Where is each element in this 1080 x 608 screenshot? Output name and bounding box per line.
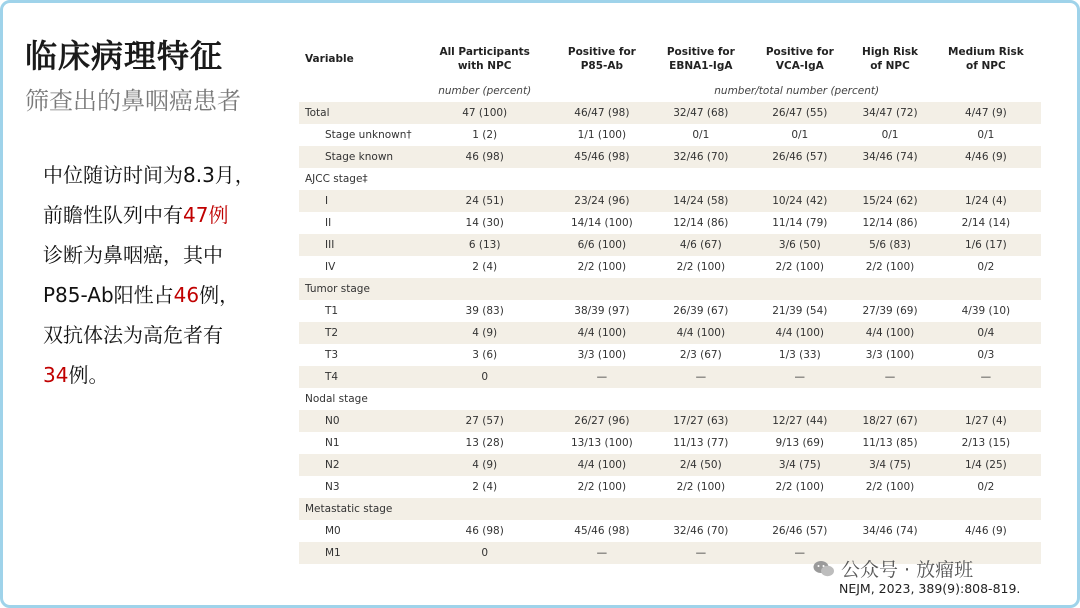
table-cell: 12/27 (44) <box>750 410 849 432</box>
table-cell: 45/46 (98) <box>574 525 630 537</box>
units-cell-all: number (percent) <box>438 85 532 97</box>
table-cell <box>931 278 1041 300</box>
table-cell: 32/46 (70) <box>673 525 729 537</box>
note-line <box>43 195 279 235</box>
table-cell: 2/4 (50) <box>651 454 750 476</box>
table-cell: 2/14 (14) <box>961 217 1011 229</box>
table-cell: 4/4 (100) <box>849 322 930 344</box>
table-cell: 0/1 <box>977 129 995 141</box>
table-cell: 34/46 (74) <box>849 146 930 168</box>
table-cell <box>417 498 552 520</box>
table-cell <box>651 278 750 300</box>
table-cell: 2/2 (100) <box>676 481 726 493</box>
table-cell: 2/2 (100) <box>577 261 627 273</box>
header-text: All Participants <box>439 46 530 58</box>
note-line <box>43 235 279 275</box>
table-cell: 11/13 (85) <box>862 437 918 449</box>
table-cell: 1/3 (33) <box>778 349 821 361</box>
table-section-row <box>299 388 1041 410</box>
table-section-row <box>299 278 1041 300</box>
table-cell: 17/27 (63) <box>651 410 750 432</box>
table-cell: — <box>931 366 1041 388</box>
header-text: of NPC <box>966 60 1006 72</box>
row-label: Nodal stage <box>305 393 368 405</box>
table-row <box>299 476 1041 498</box>
table-row <box>299 410 1041 432</box>
table-cell: 4/4 (100) <box>651 322 750 344</box>
table-cell: 4 (9) <box>417 322 552 344</box>
table-cell <box>849 388 930 410</box>
table-section-row <box>299 498 1041 520</box>
wechat-label: 公众号 · 放瘤班 <box>841 559 974 581</box>
table-cell: 38/39 (97) <box>574 305 630 317</box>
table-cell: 0/1 <box>791 129 809 141</box>
table-cell: 4/46 (9) <box>964 525 1007 537</box>
table-cell: — <box>552 542 651 564</box>
table-cell <box>849 498 930 520</box>
table-cell: 2 (4) <box>472 261 498 273</box>
table-cell: 46 (98) <box>465 525 504 537</box>
row-label: Tumor stage <box>299 278 417 300</box>
note-text: P85-Ab阳性占 <box>43 283 174 307</box>
table-cell: 26/39 (67) <box>673 305 729 317</box>
table-cell: — <box>849 366 930 388</box>
table-cell: 21/39 (54) <box>772 305 828 317</box>
table-cell <box>750 168 849 190</box>
table-cell: 4/4 (100) <box>750 322 849 344</box>
table-cell: 46/47 (98) <box>552 102 651 124</box>
table-cell: 10/24 (42) <box>750 190 849 212</box>
header-text: Variable <box>305 53 354 65</box>
note-text: 例。 <box>68 363 109 387</box>
table-cell: 1 (2) <box>472 129 498 141</box>
table-cell: 0/1 <box>692 129 710 141</box>
table-cell <box>552 498 651 520</box>
table-row <box>299 146 1041 168</box>
table-cell: 13 (28) <box>465 437 504 449</box>
column-header <box>651 38 750 80</box>
table-row <box>299 256 1041 278</box>
units-empty-cell <box>299 80 417 102</box>
table-cell: 26/47 (55) <box>750 102 849 124</box>
table-cell: 0/2 <box>977 481 995 493</box>
table-cell: 12/14 (86) <box>673 217 729 229</box>
table-row <box>299 190 1041 212</box>
table-cell: 4/46 (9) <box>931 146 1041 168</box>
table-cell: 6/6 (100) <box>552 234 651 256</box>
table-cell: 5/6 (83) <box>849 234 930 256</box>
header-text: Positive for <box>567 46 636 58</box>
table-section-row <box>299 102 1041 124</box>
table-cell: 32/47 (68) <box>651 102 750 124</box>
table-cell: 14 (30) <box>465 217 504 229</box>
table-cell: 2/2 (100) <box>865 261 915 273</box>
header-text: Positive for <box>765 46 834 58</box>
table-cell: 3/6 (50) <box>750 234 849 256</box>
table-cell: — <box>651 542 750 564</box>
table-cell <box>750 498 849 520</box>
note-highlight: 47例 <box>183 203 229 227</box>
table-cell: 11/14 (79) <box>772 217 828 229</box>
table-cell: 0 <box>417 366 552 388</box>
table-row <box>299 454 1041 476</box>
wechat-icon <box>813 560 835 578</box>
note-text: 例， <box>199 283 240 307</box>
row-label: N0 <box>299 410 417 432</box>
table-cell: 3/4 (75) <box>750 454 849 476</box>
table-cell: 24 (51) <box>417 190 552 212</box>
table-cell: 1/4 (25) <box>931 454 1041 476</box>
table-cell: 27 (57) <box>417 410 552 432</box>
table-row <box>299 300 1041 322</box>
column-header <box>552 38 651 80</box>
table-cell: 2/2 (100) <box>676 261 726 273</box>
table-cell: 46 (98) <box>417 146 552 168</box>
column-header-variable <box>299 38 417 80</box>
row-label: Metastatic stage <box>299 498 417 520</box>
table-cell: 3 (6) <box>472 349 498 361</box>
table-row <box>299 322 1041 344</box>
table-cell: — <box>750 542 849 564</box>
table-cell: 45/46 (98) <box>552 146 651 168</box>
slide-title: 临床病理特征 <box>25 37 224 75</box>
table-row <box>299 432 1041 454</box>
wechat-watermark <box>813 555 973 582</box>
note-line <box>43 355 279 395</box>
note-line <box>43 275 279 315</box>
table-cell: 2/2 (100) <box>577 481 627 493</box>
row-label: IV <box>325 261 336 273</box>
table-cell: 3/4 (75) <box>849 454 930 476</box>
row-label: N3 <box>325 481 340 493</box>
table-cell: 14/24 (58) <box>651 190 750 212</box>
table-row <box>299 366 1041 388</box>
note-line <box>43 155 279 195</box>
row-label: M1 <box>299 542 417 564</box>
table-cell <box>552 278 651 300</box>
table-cell: 15/24 (62) <box>849 190 930 212</box>
table-cell: 6 (13) <box>417 234 552 256</box>
table-row <box>299 520 1041 542</box>
row-label: T4 <box>299 366 417 388</box>
column-header <box>849 38 930 80</box>
table-cell: 3/3 (100) <box>865 349 915 361</box>
column-header <box>417 38 552 80</box>
table-cell: 4/39 (10) <box>961 305 1011 317</box>
table-cell: 0/2 <box>977 261 995 273</box>
table-cell: 26/46 (57) <box>750 146 849 168</box>
row-label: N1 <box>325 437 340 449</box>
row-label: III <box>299 234 417 256</box>
table-cell: 39 (83) <box>465 305 504 317</box>
table-cell <box>849 168 930 190</box>
column-header <box>750 38 849 80</box>
table-cell: 27/39 (69) <box>862 305 918 317</box>
table-cell: 0/3 <box>977 349 995 361</box>
table-cell: 1/6 (17) <box>931 234 1041 256</box>
note-text: 中位随访时间为8.3月， <box>43 163 255 187</box>
table-cell: 13/13 (100) <box>570 437 633 449</box>
header-text: P85-Ab <box>580 60 624 72</box>
table-cell: 1/24 (4) <box>931 190 1041 212</box>
table-cell: 2 (4) <box>472 481 498 493</box>
table-cell <box>651 388 750 410</box>
table-cell: 0 <box>417 542 552 564</box>
table-cell <box>931 498 1041 520</box>
header-text: Medium Risk <box>948 46 1024 58</box>
table-cell <box>651 498 750 520</box>
table-cell: 0/4 <box>931 322 1041 344</box>
table-section-row <box>299 168 1041 190</box>
row-label: M0 <box>325 525 341 537</box>
table-cell <box>931 168 1041 190</box>
header-text: VCA-IgA <box>775 60 824 72</box>
table-cell: 11/13 (77) <box>673 437 729 449</box>
table-cell: 2/3 (67) <box>679 349 722 361</box>
row-label: II <box>325 217 332 229</box>
table-cell <box>552 388 651 410</box>
row-label: T3 <box>325 349 339 361</box>
header-text: of NPC <box>870 60 910 72</box>
table-cell <box>931 388 1041 410</box>
table-cell <box>552 168 651 190</box>
table-cell: 4/4 (100) <box>552 322 651 344</box>
table-cell: 26/27 (96) <box>552 410 651 432</box>
table-cell: — <box>750 366 849 388</box>
table-cell: 1/1 (100) <box>577 129 627 141</box>
npc-characteristics-table <box>299 38 1041 564</box>
table-cell: 4/6 (67) <box>651 234 750 256</box>
row-label: I <box>299 190 417 212</box>
table-row <box>299 234 1041 256</box>
table-cell <box>417 278 552 300</box>
units-cell-rest: number/total number (percent) <box>714 85 880 97</box>
table-cell: 2/2 (100) <box>775 481 825 493</box>
table-cell: 2/13 (15) <box>961 437 1011 449</box>
row-label: AJCC stage‡ <box>305 173 368 185</box>
table-header-row <box>299 38 1041 80</box>
table-cell: 34/47 (72) <box>849 102 930 124</box>
table-cell: 47 (100) <box>417 102 552 124</box>
table-cell: 26/46 (57) <box>772 525 828 537</box>
row-label: Total <box>299 102 417 124</box>
table-cell: 4 (9) <box>417 454 552 476</box>
table-cell <box>651 168 750 190</box>
column-header <box>931 38 1041 80</box>
header-text: EBNA1-IgA <box>669 60 733 72</box>
table-cell: 4/4 (100) <box>552 454 651 476</box>
table-cell: 4/47 (9) <box>931 102 1041 124</box>
row-label: T1 <box>325 305 339 317</box>
table-cell: 23/24 (96) <box>552 190 651 212</box>
table-cell: 18/27 (67) <box>849 410 930 432</box>
table-cell: 12/14 (86) <box>862 217 918 229</box>
table-row <box>299 344 1041 366</box>
table-cell: 14/14 (100) <box>570 217 633 229</box>
slide-subtitle: 筛查出的鼻咽癌患者 <box>25 87 241 115</box>
table-cell: 2/2 (100) <box>775 261 825 273</box>
table-cell: 3/3 (100) <box>577 349 627 361</box>
row-label: Stage known <box>299 146 417 168</box>
table-cell <box>417 388 552 410</box>
row-label: T2 <box>299 322 417 344</box>
citation: NEJM, 2023, 389(9):808-819. <box>839 581 1021 596</box>
table-cell <box>849 278 930 300</box>
table-cell: 2/2 (100) <box>865 481 915 493</box>
note-text: 前瞻性队列中有 <box>43 203 183 227</box>
note-line <box>43 315 279 355</box>
row-label: Stage unknown† <box>325 129 412 141</box>
table-cell <box>750 278 849 300</box>
table-row <box>299 124 1041 146</box>
table-row <box>299 212 1041 234</box>
header-text: Positive for <box>666 46 735 58</box>
header-text: with NPC <box>457 60 512 72</box>
table-cell <box>750 388 849 410</box>
units-row <box>299 80 1041 102</box>
row-label: N2 <box>299 454 417 476</box>
note-text: 双抗体法为高危者有 <box>43 323 223 347</box>
header-text: High Risk <box>862 46 918 58</box>
note-text: 诊断为鼻咽癌，其中 <box>43 243 223 267</box>
table-cell: 9/13 (69) <box>775 437 825 449</box>
table-cell <box>417 168 552 190</box>
note-highlight: 34 <box>43 363 69 387</box>
table-cell: 34/46 (74) <box>862 525 918 537</box>
table-cell: 32/46 (70) <box>651 146 750 168</box>
table-cell: 1/27 (4) <box>931 410 1041 432</box>
summary-notes <box>43 155 279 395</box>
table-cell: 0/1 <box>881 129 899 141</box>
table-cell: — <box>651 366 750 388</box>
note-highlight: 46 <box>173 283 200 307</box>
table-cell: — <box>552 366 651 388</box>
